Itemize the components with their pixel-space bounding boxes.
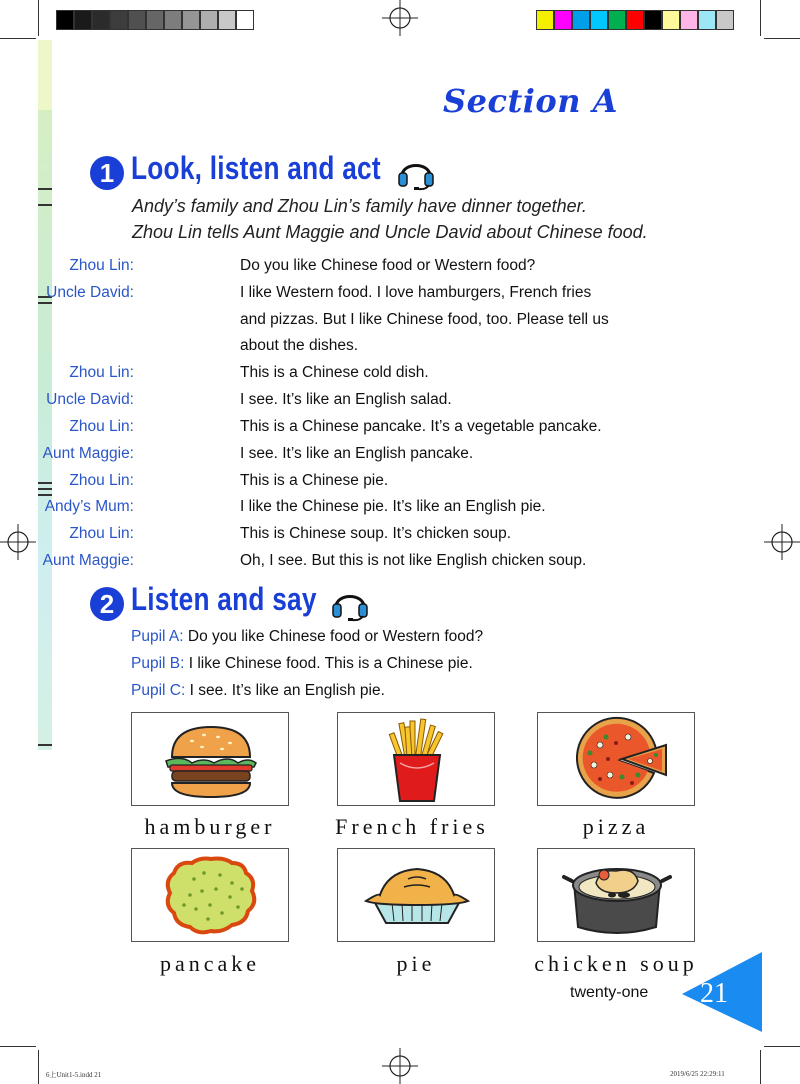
food-label: pizza — [582, 814, 650, 839]
dialogue-row — [0, 418, 700, 444]
section-title: Section A — [443, 82, 618, 120]
part-number-badge: 1 — [90, 156, 124, 190]
pie-icon — [338, 849, 496, 943]
dialogue-row — [0, 311, 700, 337]
color-swatch — [536, 10, 554, 30]
hamburger-icon — [132, 713, 290, 807]
food-card-pancake[interactable] — [131, 848, 289, 942]
dialogue-row — [0, 498, 700, 524]
dialogue-line: This is Chinese soup. It’s chicken soup. — [240, 525, 512, 542]
pancake-icon — [132, 849, 290, 943]
dialogue-line: Oh, I see. But this is not like English chicken soup. — [240, 552, 587, 569]
color-swatch — [662, 10, 680, 30]
gray-swatch — [182, 10, 200, 30]
registration-mark-bottom — [382, 1048, 418, 1084]
dialogue-line: Do you like Chinese food or Western food? — [187, 628, 484, 645]
slug-filename: 6上Unit1-5.indd 21 — [46, 1071, 102, 1079]
food-card-pie[interactable] — [337, 848, 495, 942]
pupil-dialogue-row — [131, 655, 473, 673]
dialogue-line: and pizzas. But I like Chinese food, too. Please tell us — [240, 311, 609, 328]
food-label: pancake — [159, 951, 261, 976]
pupil-dialogue-row — [131, 682, 385, 700]
dialogue-row — [0, 364, 700, 390]
gray-swatch — [164, 10, 182, 30]
margin-band-top — [38, 40, 52, 110]
crop-mark — [764, 1046, 800, 1047]
color-swatch — [572, 10, 590, 30]
dialogue-line: I like Western food. I love hamburgers, French fries — [240, 284, 592, 301]
french-fries-icon — [338, 713, 496, 807]
dialogue-line: about the dishes. — [240, 337, 359, 354]
registration-mark-top — [382, 0, 418, 36]
intro-line: Zhou Lin tells Aunt Maggie and Uncle David about Chinese food. — [132, 222, 648, 242]
speaker-label: Pupil A: — [131, 628, 184, 645]
headphones-icon[interactable] — [330, 583, 370, 623]
registration-mark-right — [764, 524, 800, 560]
dialogue-line: This is a Chinese pie. — [240, 472, 389, 489]
dialogue-line: I like Chinese food. This is a Chinese pie. — [188, 655, 473, 672]
dialogue-line: I like the Chinese pie. It’s like an English pie. — [240, 498, 546, 515]
crop-mark — [760, 1050, 761, 1084]
part-number-badge: 2 — [90, 587, 124, 621]
food-card-hamburger[interactable] — [131, 712, 289, 806]
gray-swatch — [218, 10, 236, 30]
dialogue-line: Do you like Chinese food or Western food? — [240, 257, 536, 274]
crop-mark — [764, 38, 800, 39]
gray-swatch — [92, 10, 110, 30]
food-label: chicken soup — [534, 951, 698, 976]
speaker-label: Uncle David: — [46, 391, 134, 408]
gray-swatch — [200, 10, 218, 30]
speaker-label: Aunt Maggie: — [42, 552, 134, 569]
color-swatch — [608, 10, 626, 30]
dialogue-row — [0, 445, 700, 471]
crop-mark — [760, 0, 761, 36]
page-number-words: twenty-one — [570, 984, 649, 1001]
color-swatch — [590, 10, 608, 30]
headphones-icon[interactable] — [396, 152, 436, 192]
color-swatch — [716, 10, 734, 30]
gray-swatch — [56, 10, 74, 30]
gray-swatch — [128, 10, 146, 30]
pupil-dialogue-row — [131, 628, 483, 646]
speaker-label: Zhou Lin: — [69, 525, 134, 542]
food-label: hamburger — [144, 814, 276, 839]
color-swatch — [680, 10, 698, 30]
dialogue-line: I see. It’s like an English pancake. — [240, 445, 474, 462]
food-card-french-fries[interactable] — [337, 712, 495, 806]
chicken-soup-icon — [538, 849, 696, 943]
dialogue-line: This is a Chinese cold dish. — [240, 364, 429, 381]
speaker-label: Aunt Maggie: — [42, 445, 134, 462]
process-color-bar — [536, 10, 734, 30]
dialogue-line: I see. It’s like an English pie. — [189, 682, 385, 699]
food-card-chicken-soup[interactable] — [537, 848, 695, 942]
crop-mark — [38, 0, 39, 36]
grayscale-color-bar — [56, 10, 254, 30]
speaker-label: Pupil C: — [131, 682, 186, 699]
gray-swatch — [146, 10, 164, 30]
part2-heading: Listen and say — [131, 581, 317, 617]
dialogue-row — [0, 284, 700, 310]
color-swatch — [698, 10, 716, 30]
food-card-pizza[interactable] — [537, 712, 695, 806]
speaker-label: Zhou Lin: — [69, 472, 134, 489]
speaker-label: Pupil B: — [131, 655, 185, 672]
color-swatch — [626, 10, 644, 30]
dialogue-row — [0, 525, 700, 551]
gray-swatch — [110, 10, 128, 30]
gray-swatch — [74, 10, 92, 30]
dialogue-row — [0, 257, 700, 283]
dialogue-line: I see. It’s like an English salad. — [240, 391, 452, 408]
margin-tick — [38, 204, 52, 206]
part1-heading: Look, listen and act — [131, 150, 381, 186]
speaker-label: Zhou Lin: — [69, 364, 134, 381]
speaker-label: Andy’s Mum: — [44, 498, 134, 515]
speaker-label: Zhou Lin: — [69, 257, 134, 274]
dialogue-row — [0, 552, 700, 578]
food-label: French fries — [335, 814, 489, 839]
dialogue-row — [0, 391, 700, 417]
intro-line: Andy’s family and Zhou Lin’s family have dinner together. — [132, 196, 587, 216]
crop-mark — [38, 1050, 39, 1084]
slug-timestamp: 2019/6/25 22:29:11 — [670, 1070, 725, 1078]
food-label: pie — [396, 951, 436, 976]
gray-swatch — [236, 10, 254, 30]
crop-mark — [0, 38, 36, 39]
speaker-label: Zhou Lin: — [69, 418, 134, 435]
color-swatch — [644, 10, 662, 30]
dialogue-line: This is a Chinese pancake. It’s a vegetable pancake. — [240, 418, 602, 435]
color-swatch — [554, 10, 572, 30]
crop-mark — [0, 1046, 36, 1047]
margin-tick — [38, 744, 52, 746]
margin-tick — [38, 188, 52, 190]
dialogue-row — [0, 337, 700, 363]
page-number: 21 — [700, 978, 728, 1009]
dialogue-row — [0, 472, 700, 498]
pizza-icon — [538, 713, 696, 807]
speaker-label: Uncle David: — [46, 284, 134, 301]
